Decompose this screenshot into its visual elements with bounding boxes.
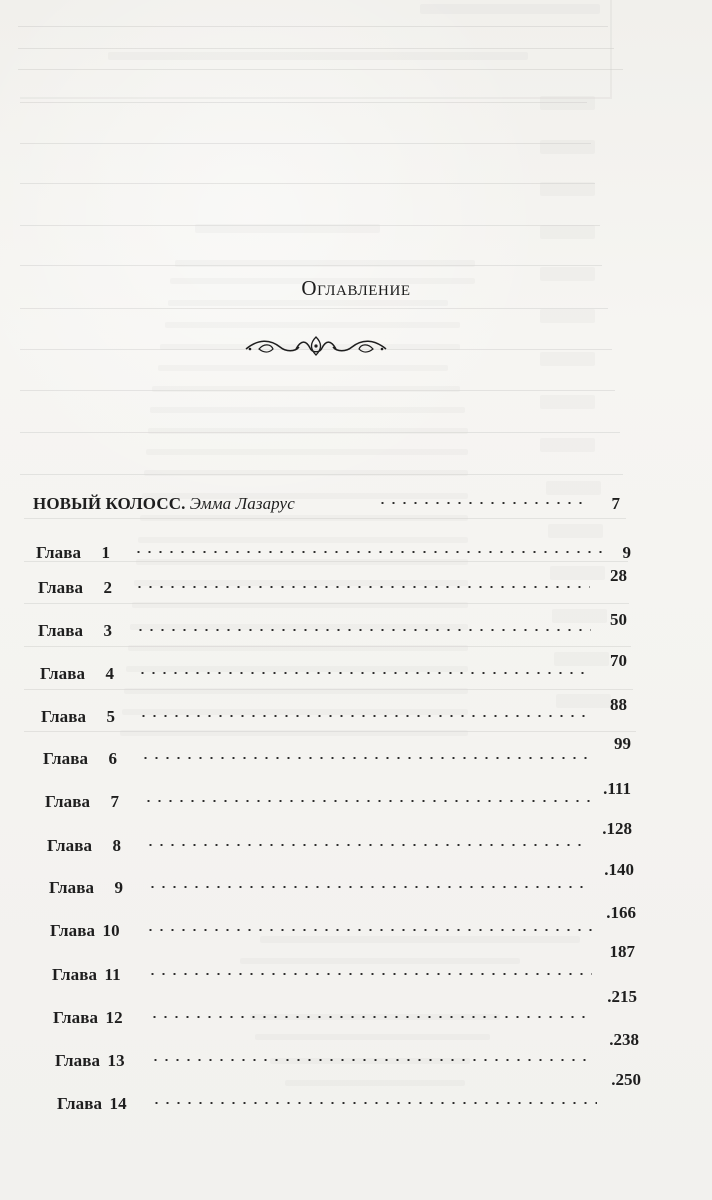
- dot-leader: [145, 929, 592, 931]
- toc-entry-chapter-5: [0, 695, 712, 737]
- toc-entry-chapter-7: [0, 779, 712, 822]
- page-number: 70: [610, 651, 627, 670]
- chapter-number: 9: [114, 878, 124, 897]
- toc-entry-chapter-2: [0, 566, 712, 608]
- chapter-word: Глава: [53, 1008, 99, 1027]
- chapter-word: Глава: [38, 621, 84, 640]
- dot-leader: [143, 800, 590, 802]
- dot-leader: [145, 844, 586, 846]
- chapter-number: 3: [103, 621, 113, 640]
- toc-entry-label: [52, 965, 121, 985]
- chapter-number: 10: [102, 921, 120, 940]
- dot-leader: [140, 757, 595, 759]
- toc-entry-label: [49, 878, 123, 898]
- page-number: .140: [604, 860, 634, 879]
- chapter-word: Глава: [38, 578, 84, 597]
- chapter-word: Глава: [49, 878, 95, 897]
- toc-entry-label: [41, 707, 115, 727]
- toc-entry-label: [33, 494, 295, 514]
- chapter-word: Глава: [43, 749, 89, 768]
- chapter-number: 11: [104, 965, 121, 984]
- page-number: .111: [603, 779, 631, 798]
- dot-leader: [377, 502, 585, 504]
- toc-entry-label: [43, 749, 117, 769]
- entry-author: Эмма Лазарус: [189, 494, 295, 513]
- chapter-number: 7: [110, 792, 120, 811]
- dot-leader: [137, 672, 591, 674]
- page-number: 187: [609, 942, 635, 961]
- chapter-number: 8: [112, 836, 122, 855]
- chapter-word: Глава: [57, 1094, 103, 1113]
- toc-entry-label: [47, 836, 121, 856]
- toc-entry-label: [45, 792, 119, 812]
- chapter-number: 12: [105, 1008, 123, 1027]
- toc-entry-label: [55, 1051, 125, 1071]
- page-number: .215: [607, 987, 637, 1006]
- chapter-number: 13: [107, 1051, 125, 1070]
- dot-leader: [151, 1102, 597, 1104]
- page-number: .250: [611, 1070, 641, 1089]
- toc-entry-label: [40, 664, 114, 684]
- chapter-word: Глава: [40, 664, 86, 683]
- chapter-word: Глава: [55, 1051, 101, 1070]
- chapter-number: 6: [108, 749, 118, 768]
- page-number: .128: [602, 819, 632, 838]
- chapter-word: Глава: [45, 792, 91, 811]
- toc-entry-label: [38, 621, 112, 641]
- chapter-word: Глава: [36, 543, 82, 562]
- ornament-divider-icon: [240, 331, 392, 365]
- toc-entry-label: [53, 1008, 123, 1028]
- chapter-number: 1: [101, 543, 111, 562]
- toc-entry-chapter-3: [0, 610, 712, 651]
- chapter-number: 2: [103, 578, 113, 597]
- page-number: 99: [614, 734, 631, 753]
- toc-entry-chapter-6: [0, 734, 712, 779]
- page-number: 88: [610, 695, 627, 714]
- chapter-number: 5: [106, 707, 116, 726]
- chapter-number: 14: [109, 1094, 127, 1113]
- dot-leader: [147, 886, 589, 888]
- dot-leader: [134, 586, 590, 588]
- page-number: 9: [622, 543, 631, 562]
- page-number: 50: [610, 610, 627, 629]
- toc-entry-label: [50, 921, 120, 941]
- dot-leader: [149, 1016, 592, 1018]
- chapter-word: Глава: [41, 707, 87, 726]
- dot-leader: [133, 551, 609, 553]
- toc-entry-chapter-4: [0, 651, 712, 694]
- page-number: .166: [606, 903, 636, 922]
- dot-leader: [147, 973, 592, 975]
- dot-leader: [135, 629, 591, 631]
- toc-entry-label: [36, 543, 110, 563]
- show-through-box: [20, 0, 612, 99]
- page-number: 7: [611, 494, 620, 513]
- entry-title: НОВЫЙ КОЛОСС.: [33, 494, 186, 513]
- page-number: .238: [609, 1030, 639, 1049]
- page-title: Оглавление: [301, 276, 411, 300]
- toc-entry-label: [57, 1094, 127, 1114]
- chapter-word: Глава: [50, 921, 96, 940]
- dot-leader: [138, 715, 590, 717]
- chapter-word: Глава: [52, 965, 98, 984]
- page-number: 28: [610, 566, 627, 585]
- toc-entry-chapter-14: [0, 1070, 712, 1124]
- toc-entry-label: [38, 578, 112, 598]
- chapter-word: Глава: [47, 836, 93, 855]
- chapter-number: 4: [105, 664, 115, 683]
- dot-leader: [150, 1059, 594, 1061]
- toc-entry-new-colossus: [0, 494, 712, 524]
